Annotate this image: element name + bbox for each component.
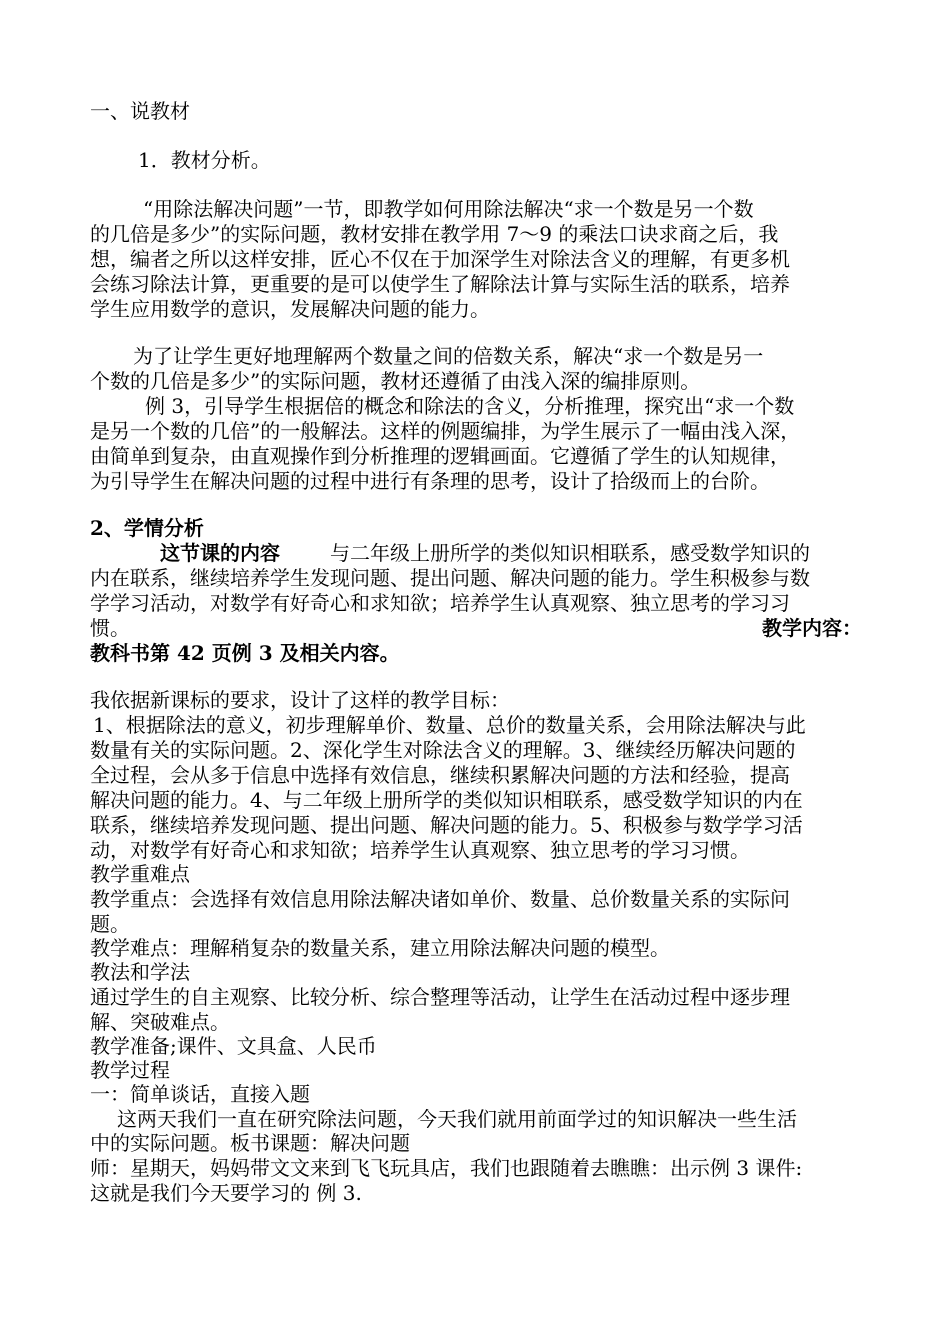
paragraph-text: 惯。 bbox=[90, 616, 130, 640]
paragraph-line: 一：简单谈话，直接入题 bbox=[90, 1082, 310, 1106]
bold-line-textbook-page: 教科书第 42 页例 3 及相关内容。 bbox=[90, 641, 400, 665]
paragraph-line: 为了让学生更好地理解两个数量之间的倍数关系，解决“求一个数是另一 bbox=[133, 344, 764, 368]
section-label: 教法和学法 bbox=[90, 960, 190, 984]
paragraph-line: “用除法解决问题”一节，即教学如何用除法解决“求一个数是另一个数 bbox=[143, 197, 754, 221]
paragraph-line: 数量有关的实际问题。2、深化学生对除法含义的理解。3、继续经历解决问题的 bbox=[90, 738, 796, 762]
paragraph-line: 通过学生的自主观察、比较分析、综合整理等活动，让学生在活动过程中逐步理 bbox=[90, 985, 790, 1009]
paragraph-line: 个数的几倍是多少”的实际问题，教材还遵循了由浅入深的编排原则。 bbox=[90, 369, 701, 393]
paragraph-line: 我依据新课标的要求，设计了这样的教学目标： bbox=[90, 688, 510, 712]
paragraph-line: 中的实际问题。板书课题：解决问题 bbox=[90, 1131, 410, 1155]
bold-label-lesson-content: 这节课的内容 bbox=[160, 541, 280, 565]
paragraph-line: 这就是我们今天要学习的 例 3. bbox=[90, 1181, 362, 1205]
paragraph-line: 动，对数学有好奇心和求知欲；培养学生认真观察、独立思考的学习习惯。 bbox=[90, 838, 750, 862]
paragraph-line: 解决问题的能力。4、与二年级上册所学的类似知识相联系，感受数学知识的内在 bbox=[90, 788, 803, 812]
paragraph-line: 题。 bbox=[90, 912, 130, 936]
paragraph-line: 的几倍是多少”的实际问题，教材安排在教学用 7～9 的乘法口诀求商之后，我 bbox=[90, 222, 779, 246]
paragraph-line: 想，编者之所以这样安排，匠心不仅在于加深学生对除法含义的理解，有更多机 bbox=[90, 247, 790, 271]
paragraph-line: 内在联系，继续培养学生发现问题、提出问题、解决问题的能力。学生积极参与数 bbox=[90, 566, 810, 590]
paragraph-line: 教学准备;课件、文具盒、人民币 bbox=[90, 1034, 377, 1058]
paragraph-line: 学生应用数学的意识，发展解决问题的能力。 bbox=[90, 297, 490, 321]
heading-student-analysis: 2、学情分析 bbox=[90, 516, 204, 540]
subheading-analysis: 1．教材分析。 bbox=[138, 148, 271, 172]
paragraph-line: 这两天我们一直在研究除法问题，今天我们就用前面学过的知识解决一些生活 bbox=[117, 1107, 797, 1131]
paragraph-line: 解、突破难点。 bbox=[90, 1010, 230, 1034]
paragraph-line: 教学重点：会选择有效信息用除法解决诸如单价、数量、总价数量关系的实际问 bbox=[90, 887, 790, 911]
bold-label-teaching-content: 教学内容： bbox=[762, 616, 862, 640]
paragraph-line: 师：星期天，妈妈带文文来到飞飞玩具店，我们也跟随着去瞧瞧：出示例 3 课件: bbox=[90, 1156, 803, 1180]
justified-line bbox=[90, 616, 862, 640]
paragraph-line: 会练习除法计算，更重要的是可以使学生了解除法计算与实际生活的联系，培养 bbox=[90, 272, 790, 296]
section-label: 教学过程 bbox=[90, 1058, 170, 1082]
paragraph-line: 与二年级上册所学的类似知识相联系，感受数学知识的 bbox=[330, 541, 810, 565]
paragraph-line: 全过程，会从多于信息中选择有效信息，继续积累解决问题的方法和经验，提高 bbox=[90, 763, 790, 787]
paragraph-line: 为引导学生在解决问题的过程中进行有条理的思考，设计了拾级而上的台阶。 bbox=[90, 469, 770, 493]
paragraph-line: 由简单到复杂，由直观操作到分析推理的逻辑画面。它遵循了学生的认知规律， bbox=[90, 444, 790, 468]
paragraph-line: 是另一个数的几倍”的一般解法。这样的例题编排，为学生展示了一幅由浅入深， bbox=[90, 419, 801, 443]
paragraph-line: 1、根据除法的意义，初步理解单价、数量、总价的数量关系，会用除法解决与此 bbox=[93, 713, 806, 737]
section-label: 教学重难点 bbox=[90, 862, 190, 886]
paragraph-line: 联系，继续培养发现问题、提出问题、解决问题的能力。5、积极参与数学学习活 bbox=[90, 813, 803, 837]
paragraph-line: 学学习活动，对数学有好奇心和求知欲；培养学生认真观察、独立思考的学习习 bbox=[90, 591, 790, 615]
paragraph-line: 教学难点：理解稍复杂的数量关系，建立用除法解决问题的模型。 bbox=[90, 936, 670, 960]
paragraph-line: 例 3，引导学生根据倍的概念和除法的含义，分析推理，探究出“求一个数 bbox=[145, 394, 795, 418]
heading-textbook: 一、说教材 bbox=[90, 99, 190, 123]
